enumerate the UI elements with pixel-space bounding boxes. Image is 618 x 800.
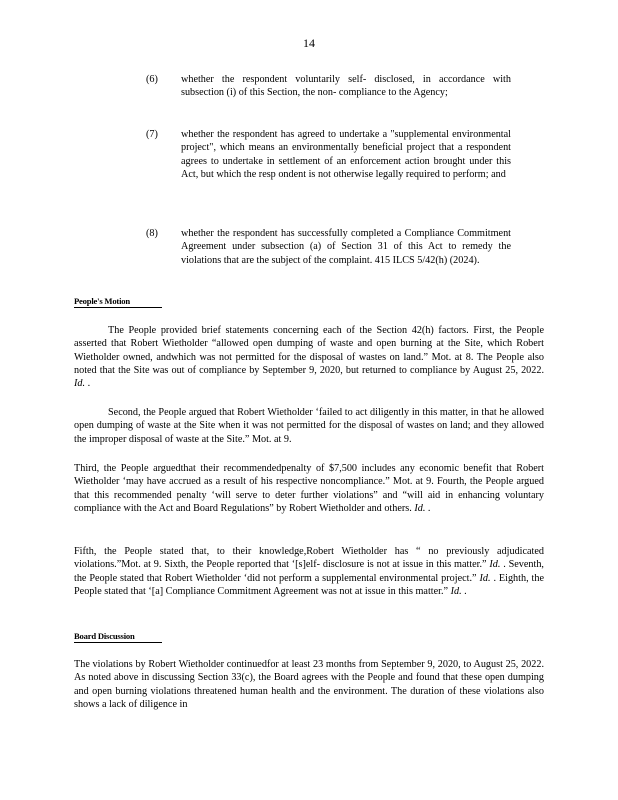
paragraph-board-discussion — [74, 658, 544, 711]
paragraph-second-factor — [74, 406, 544, 446]
item-text: whether the respondent voluntarily self- disclosed, in accordance with subsection (i) of this Section, the non- compliance to the Agency; — [181, 74, 511, 99]
citation-id: Id. — [489, 559, 501, 571]
paragraph-first-factor: The People provided brief statements concerning each of the Section 42(h) factors. First, the People asserted that Robert Wietholder “allowed open dumping of waste and open burning at the Site, which Robert Wietholder owned, andwhich was not permitted for the disposal of wastes on land.” Mot. at 8. The People also noted that the Site was out of compliance by September 9, 2020, but returned to compliance by August 25, 2022. Id. . — [74, 325, 544, 390]
citation-id: Id. — [450, 585, 462, 597]
section-heading-board-discussion: Board Discussion — [74, 631, 162, 643]
item-text: whether the respondent has successfully completed a Compliance Commitment Agreement under subsection (a) of Section 31 of this Act to remedy the violations that are the subject of the complaint. 415 ILCS 5/42(h) (2024). — [181, 228, 511, 266]
item-text: whether the respondent has agreed to undertake a "supplemental environmental project", which means an environmentally beneficial project that a respondent agrees to undertake in settlement of an enforcement action brought under this Act, but which the resp ondent is not otherwise legally required to perform; and — [181, 129, 511, 180]
paragraph-text: The violations by Robert Wietholder continuedfor at least 23 months from September 9, 2020, to August 25, 2022. As noted above in discussing Section 33(c), the Board agrees with the People and found that these open dumping and open burning violations threatened human health and the environment. The duration of these violations also shows a lack of diligence in — [74, 659, 544, 710]
paragraph-text: The People provided brief statements concerning each of the Section 42(h) factors. First, the People asserted that Robert Wietholder “allowed open dumping of waste and open burning at the Site, which Robert Wietholder owned, andwhich was not permitted for the disposal of wastes on land.” Mot. at 8. The People also noted that the Site was out of compliance by September 9, 2020, but returned to compliance by August 25, 2022. — [74, 325, 544, 376]
item-number: (8) — [146, 228, 158, 239]
item-number: (7) — [146, 129, 158, 140]
paragraph-text: Third, the People arguedthat their recommendedpenalty of $7,500 includes any economic benefit that Robert Wietholder ‘may have accrued as a result of his respective noncompliance.” Mot. at 9. Fourth, the People argued that this recommended penalty ‘will serve to deter further violations” and “will aid in enhancing voluntary compliance with the Act and Board Regulations” by Robert Wietholder and others. — [74, 463, 544, 514]
paragraph-text: . Eighth, the People stated that ‘[a] Compliance Commitment Agreement was not at issue in this matter.” — [74, 572, 544, 597]
citation-id: Id. — [74, 378, 86, 390]
paragraph-text: Fifth, the People stated that, to their knowledge,Robert Wietholder has “ no previously adjudicated violations.”Mot. at 9. Sixth, the People reported that ‘[s]elf- disclosure is not at issue in this matter.” — [74, 546, 544, 571]
paragraph-third-fourth-factor: Third, the People arguedthat their recommendedpenalty of $7,500 includes any economic benefit that Robert Wietholder ‘may have accrued as a result of his respective noncompliance.” Mot. at 9. Fourth, the People argued that this recommended penalty ‘will serve to deter further violations” and “will aid in enhancing voluntary compliance with the Act and Board Regulations” by Robert Wietholder and others. Id. . — [74, 463, 544, 514]
citation-id: Id. — [414, 502, 426, 514]
paragraph-text: . Seventh, the People stated that Robert Wietholder ‘did not perform a supplemental environmental project.” — [74, 559, 544, 584]
item-number: (6) — [146, 74, 158, 85]
citation-id: Id. — [479, 572, 491, 584]
page-number: 14 — [303, 36, 315, 50]
paragraph-fifth-eighth-factor: Fifth, the People stated that, to their knowledge,Robert Wietholder has “ no previously adjudicated violations.”Mot. at 9. Sixth, the People reported that ‘[s]elf- disclosure is not at issue in this matter.” Id. . Seventh, the People stated that Robert Wietholder ‘did not perform a supplemental environmental project.” Id. . Eighth, the People stated that ‘[a] Compliance Commitment Agreement was not at issue in this matter.” Id. . — [74, 546, 544, 597]
section-heading-peoples-motion: People's Motion — [74, 296, 162, 308]
paragraph-text: Second, the People argued that Robert Wietholder ‘failed to act diligently in this matter, in that he allowed open dumping of waste at the Site when it was not permitted for the disposal of wastes on land; and they allowed the improper disposal of waste at the Site.” Mot. at 9. — [74, 407, 544, 445]
